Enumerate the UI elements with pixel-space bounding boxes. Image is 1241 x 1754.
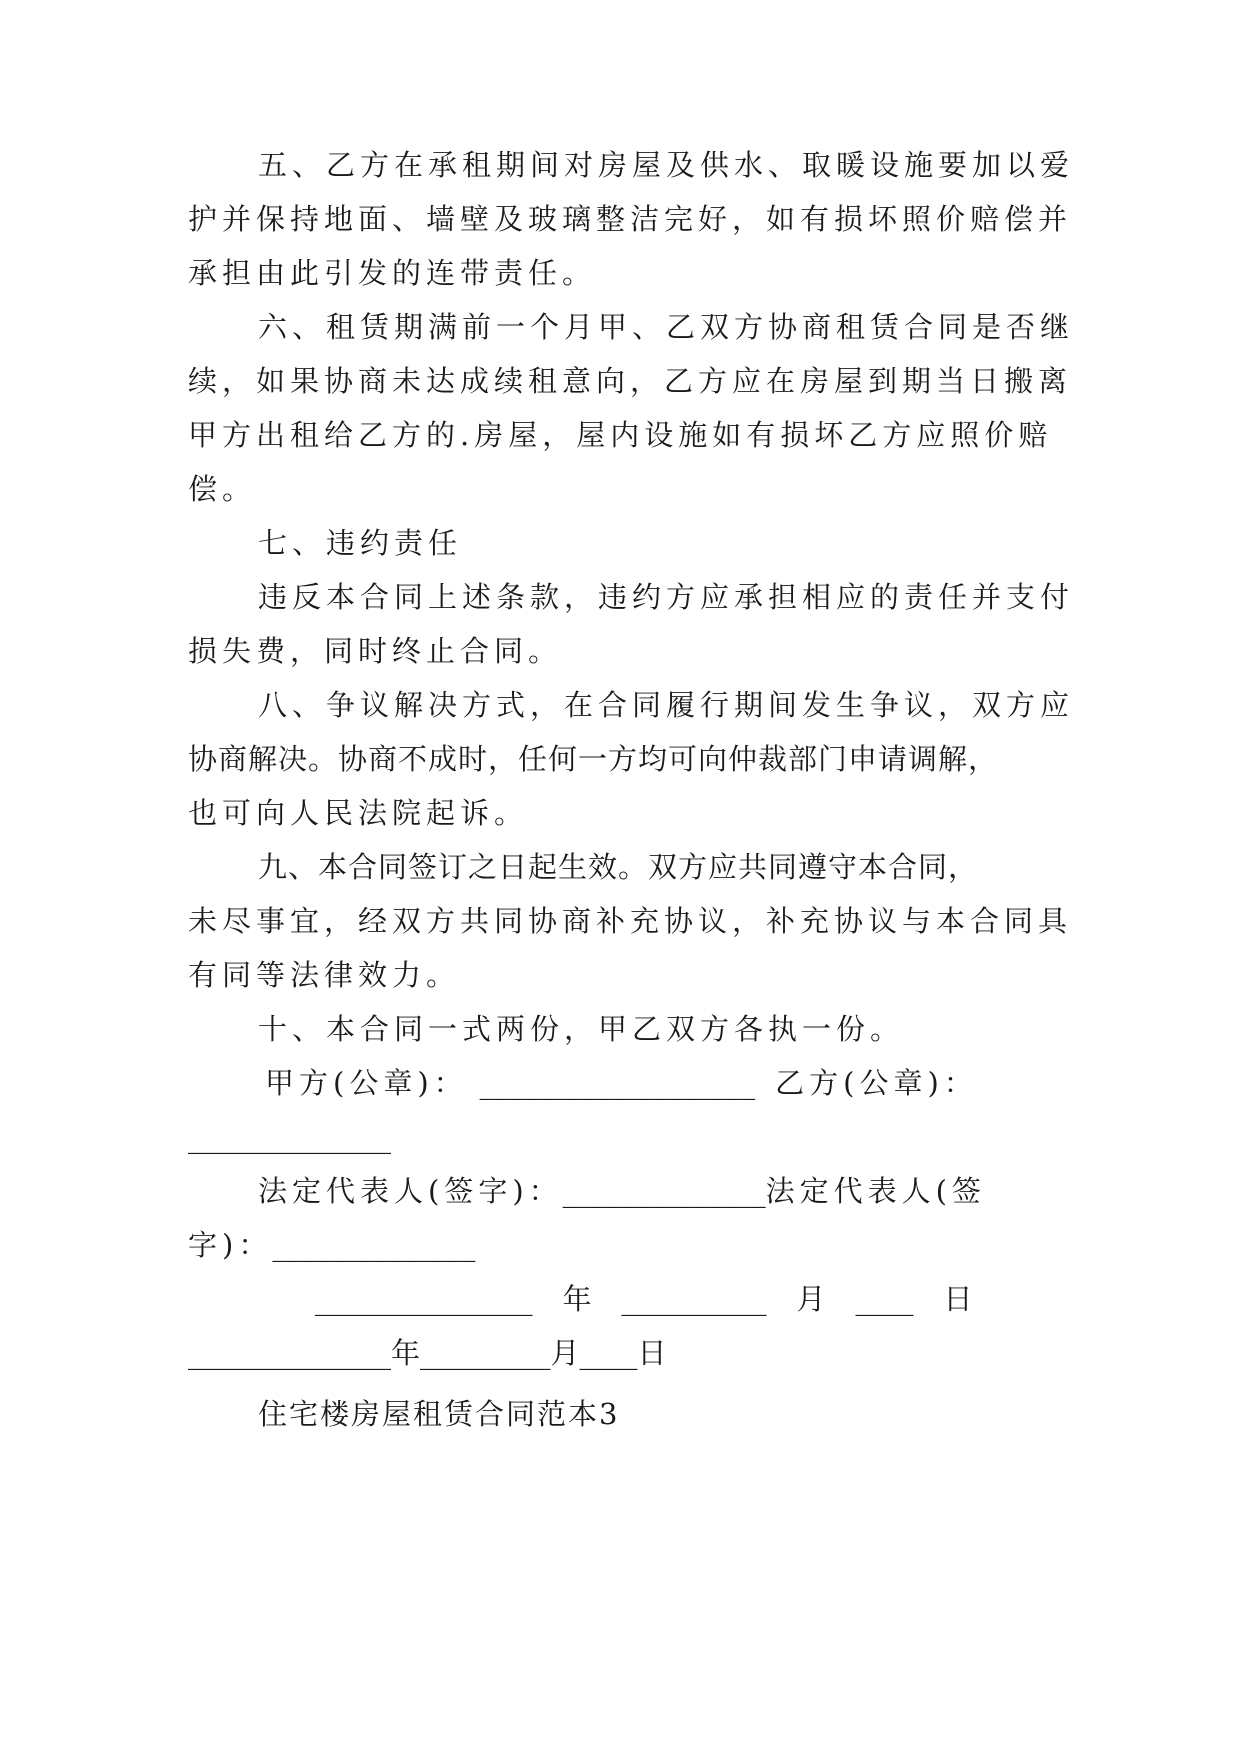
date-b-month-label: 月 xyxy=(550,1336,580,1370)
date-a-month-blank: __________ xyxy=(621,1282,767,1316)
date-a-month-label: 月 xyxy=(796,1282,826,1316)
date-line-party-a xyxy=(315,1279,1075,1319)
party-b-rep-label-tail: 字)： xyxy=(188,1228,273,1262)
party-b-rep-blank: ______________ xyxy=(272,1228,476,1262)
date-b-day-blank: ____ xyxy=(579,1336,638,1370)
date-a-year-blank: _______________ xyxy=(315,1282,533,1316)
party-a-rep-blank: ______________ xyxy=(562,1174,766,1208)
party-a-seal-blank: ___________________ xyxy=(479,1066,756,1100)
clause-6-line-3: 甲方出租给乙方的.房屋，屋内设施如有损坏乙方应照价赔 xyxy=(188,418,1053,452)
party-b-seal-label: 乙方(公章)： xyxy=(775,1066,978,1100)
clause-9-line-1: 九、本合同签订之日起生效。双方应共同遵守本合同， xyxy=(258,850,979,884)
party-b-seal-blank: ______________ xyxy=(188,1120,391,1154)
clause-6-line-2: 续，如果协商未达成续租意向，乙方应在房屋到期当日搬离 xyxy=(188,364,1073,398)
clause-7-heading: 七、违约责任 xyxy=(258,526,463,560)
date-b-year-label: 年 xyxy=(391,1336,421,1370)
party-b-rep-label: 法定代表人(签 xyxy=(765,1174,986,1208)
party-a-seal-label: 甲方(公章)： xyxy=(265,1066,468,1100)
clause-10-line: 十、本合同一式两份，甲乙双方各执一份。 xyxy=(258,1012,905,1046)
clause-9-line-3: 有同等法律效力。 xyxy=(188,958,461,992)
clause-6-line-1: 六、租赁期满前一个月甲、乙双方协商租赁合同是否继 xyxy=(258,310,1075,344)
representative-line-2 xyxy=(188,1225,1058,1265)
date-b-month-blank: _________ xyxy=(420,1336,551,1370)
next-contract-title: 住宅楼房屋租赁合同范本3 xyxy=(258,1397,620,1431)
clause-5-line-1: 五、乙方在承租期间对房屋及供水、取暖设施要加以爱 xyxy=(258,148,1075,182)
date-line-party-b xyxy=(188,1333,1058,1373)
date-b-year-blank: ______________ xyxy=(188,1336,391,1370)
date-a-year-label: 年 xyxy=(562,1282,592,1316)
date-a-day-label: 日 xyxy=(943,1282,973,1316)
clause-8-line-2: 协商解决。协商不成时，任何一方均可向仲裁部门申请调解， xyxy=(188,742,999,776)
party-a-rep-label: 法定代表人(签字)： xyxy=(258,1174,563,1208)
representative-line xyxy=(258,1171,1058,1211)
clause-6-line-4: 偿。 xyxy=(188,472,257,506)
clause-9-line-2: 未尽事宜，经双方共同协商补充协议，补充协议与本合同具 xyxy=(188,904,1073,938)
clause-8-line-3: 也可向人民法院起诉。 xyxy=(188,796,529,830)
seal-line xyxy=(265,1063,1065,1103)
clause-7-line-1: 违反本合同上述条款，违约方应承担相应的责任并支付 xyxy=(258,580,1075,614)
clause-5-line-2: 护并保持地面、墙壁及玻璃整洁完好，如有损坏照价赔偿并 xyxy=(188,202,1073,236)
clause-7-line-2: 损失费，同时终止合同。 xyxy=(188,634,563,668)
date-b-day-label: 日 xyxy=(637,1336,667,1370)
clause-8-line-1: 八、争议解决方式，在合同履行期间发生争议，双方应 xyxy=(258,688,1075,722)
clause-5-line-3: 承担由此引发的连带责任。 xyxy=(188,256,597,290)
date-a-day-blank: ____ xyxy=(855,1282,914,1316)
